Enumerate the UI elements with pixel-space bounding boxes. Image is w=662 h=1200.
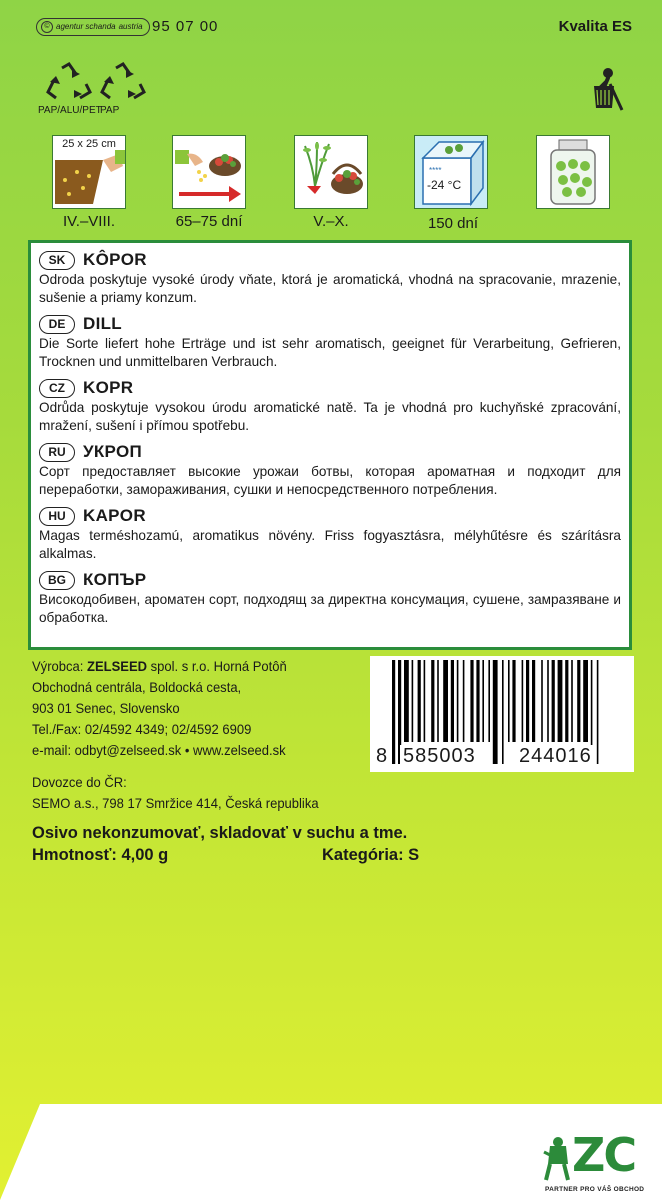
barcode-bar [532,660,535,742]
barcode-bar [412,660,414,742]
harvest-period: V.–X. [313,213,349,230]
barcode-bar [565,660,568,742]
lang-section-sk [39,249,621,307]
producer-line-1 [32,656,287,677]
lang-section-cz [39,377,621,435]
barcode-bar [451,660,454,742]
barcode-bar [571,660,573,742]
logo-tagline: PARTNER PRO VÁŠ OBCHOD [545,1186,645,1193]
freezer-stars: **** [429,166,442,175]
lang-text: Magas terméshozamú, aromatikus növény. Friss fogyasztásra, mélyhűtésre és szárításra alkalmas. [39,528,621,561]
barcode-bar [392,660,395,764]
category: Kategória: S [322,846,420,864]
producer-label: Výrobca: [32,658,84,674]
lang-badge: BG [39,571,75,590]
barcode-bar [526,660,529,742]
trash-bin-icon [588,64,628,117]
producer-line-3: 903 01 Senec, Slovensko [32,700,180,716]
lang-badge: CZ [39,379,75,398]
lang-badge: SK [39,251,75,270]
barcode-bar [463,660,465,742]
barcode-bar [431,660,434,742]
harvest-time: 65–75 dní [175,213,243,230]
importer-line-1: Dovozce do ČR: [32,774,127,790]
barcode-bar [404,660,409,742]
barcode-bar [476,660,479,742]
barcode-left-group: 585003 [400,745,479,768]
lang-title: KÔPOR [83,250,147,269]
barcode-right-group: 244016 [516,745,595,768]
barcode-bar [443,660,448,742]
barcode-bar [547,660,549,742]
product-code: 95 07 00 [152,18,219,35]
recycle-icon [46,62,92,102]
zc-logo [542,1128,635,1182]
barcode-bar [418,660,421,742]
producer-name-rest: spol. s r.o. Horná Potôň [150,658,287,674]
lang-badge: HU [39,507,75,526]
harvest-time-icon [173,136,245,208]
spacing-caption: 25 x 25 cm [62,138,116,150]
barcode [370,656,634,772]
barcode-bar [470,660,473,742]
freezer-temperature: -24 °C [427,178,462,192]
barcode-bar [583,660,588,742]
sowing-icon [53,150,125,204]
copyright-icon: © [41,21,53,33]
barcode-bar [512,660,515,742]
barcode-bar [522,660,524,742]
producer-phone: Tel./Fax: 02/4592 4349; 02/4592 6909 [32,721,252,737]
jar-tile [536,135,610,209]
recycle-label-1: PAP/ALU/PET [38,105,102,116]
storage-notice: Osivo nekonzumovať, skladovať v suchu a tme. [32,824,408,842]
lang-section-hu [39,505,621,563]
lang-text: Odroda poskytuje vysoké úrody vňate, ktorá je aromatická, vhodná na spracovanie, mrazenie, sušenie a priamy konzum. [39,272,621,305]
lang-title: KOPR [83,378,134,397]
barcode-bar [502,660,504,764]
lang-section-ru [39,441,621,499]
lang-section-de [39,313,621,371]
agency-stamp [36,18,150,36]
barcode-first-digit: 8 [376,745,389,767]
harvest-tile [294,135,368,209]
lang-section-bg [39,569,621,627]
producer-block [32,656,287,761]
weight: Hmotnosť: 4,00 g [32,846,169,864]
barcode-bar [552,660,555,742]
producer-name: ZELSEED [87,658,148,674]
lang-text: Odrůda poskytuje vysokou úrodu aromatické natě. Ta je vhodná pro kuchyňské zpracování, mražení, sušení i přímou spotřebu. [39,400,621,433]
jar-icon [537,136,609,208]
barcode-bar [577,660,580,742]
barcode-bar [437,660,439,742]
gardener-icon [542,1134,572,1182]
importer-line-2: SEMO a.s., 798 17 Smržice 414, Česká republika [32,795,319,811]
lang-title: KAPOR [83,506,146,525]
recycle-icon [100,62,146,102]
producer-line-2: Obchodná centrála, Boldocká cesta, [32,679,242,695]
barcode-bar [493,660,498,764]
lang-badge: DE [39,315,75,334]
recycle-label-2: PAP [100,105,120,116]
lang-text: Сорт предоставляет высокие урожаи ботвы, которая ароматная и подходит для переработки, замораживания, сушки и непосредственного потребления. [39,464,621,497]
lang-title: DILL [83,314,122,333]
logo-brand: ZC [572,1128,636,1182]
freezer-storage: 150 dní [427,215,479,232]
importer-block [32,772,319,814]
sowing-period: IV.–VIII. [63,213,115,230]
barcode-bar [597,660,599,764]
description-panel [28,240,632,650]
quality-label: Kvalita ES [558,18,632,35]
freezer-icon [415,136,487,208]
agency-name: agentur schanda [56,22,116,31]
lang-text: Високодобивен, ароматен сорт, подходящ за директна консумация, сушене, замразяване и обработка. [39,592,621,625]
lang-badge: RU [39,443,75,462]
barcode-bar [558,660,563,742]
lang-title: УКРОП [83,442,143,461]
harvest-basket-icon [295,136,367,208]
barcode-bar [457,660,459,742]
freezer-tile [414,135,488,209]
recycle-symbol-1 [38,62,102,116]
sowing-tile [52,135,126,209]
harvest-time-tile [172,135,246,209]
barcode-bar [424,660,426,742]
lang-text: Die Sorte liefert hohe Erträge und ist sehr aromatisch, geeignet für Verarbeitung, Gefrieren, Trocknen und unmittelbaren Verbrauch. [39,336,621,369]
barcode-bar [541,660,543,742]
barcode-bar [482,660,484,742]
recycle-symbol-2 [100,62,146,116]
barcode-bar [488,660,490,742]
barcode-bar [508,660,510,742]
agency-country: austria [118,22,143,31]
producer-contact: e-mail: odbyt@zelseed.sk • www.zelseed.sk [32,742,286,758]
lang-title: КОПЪР [83,570,147,589]
